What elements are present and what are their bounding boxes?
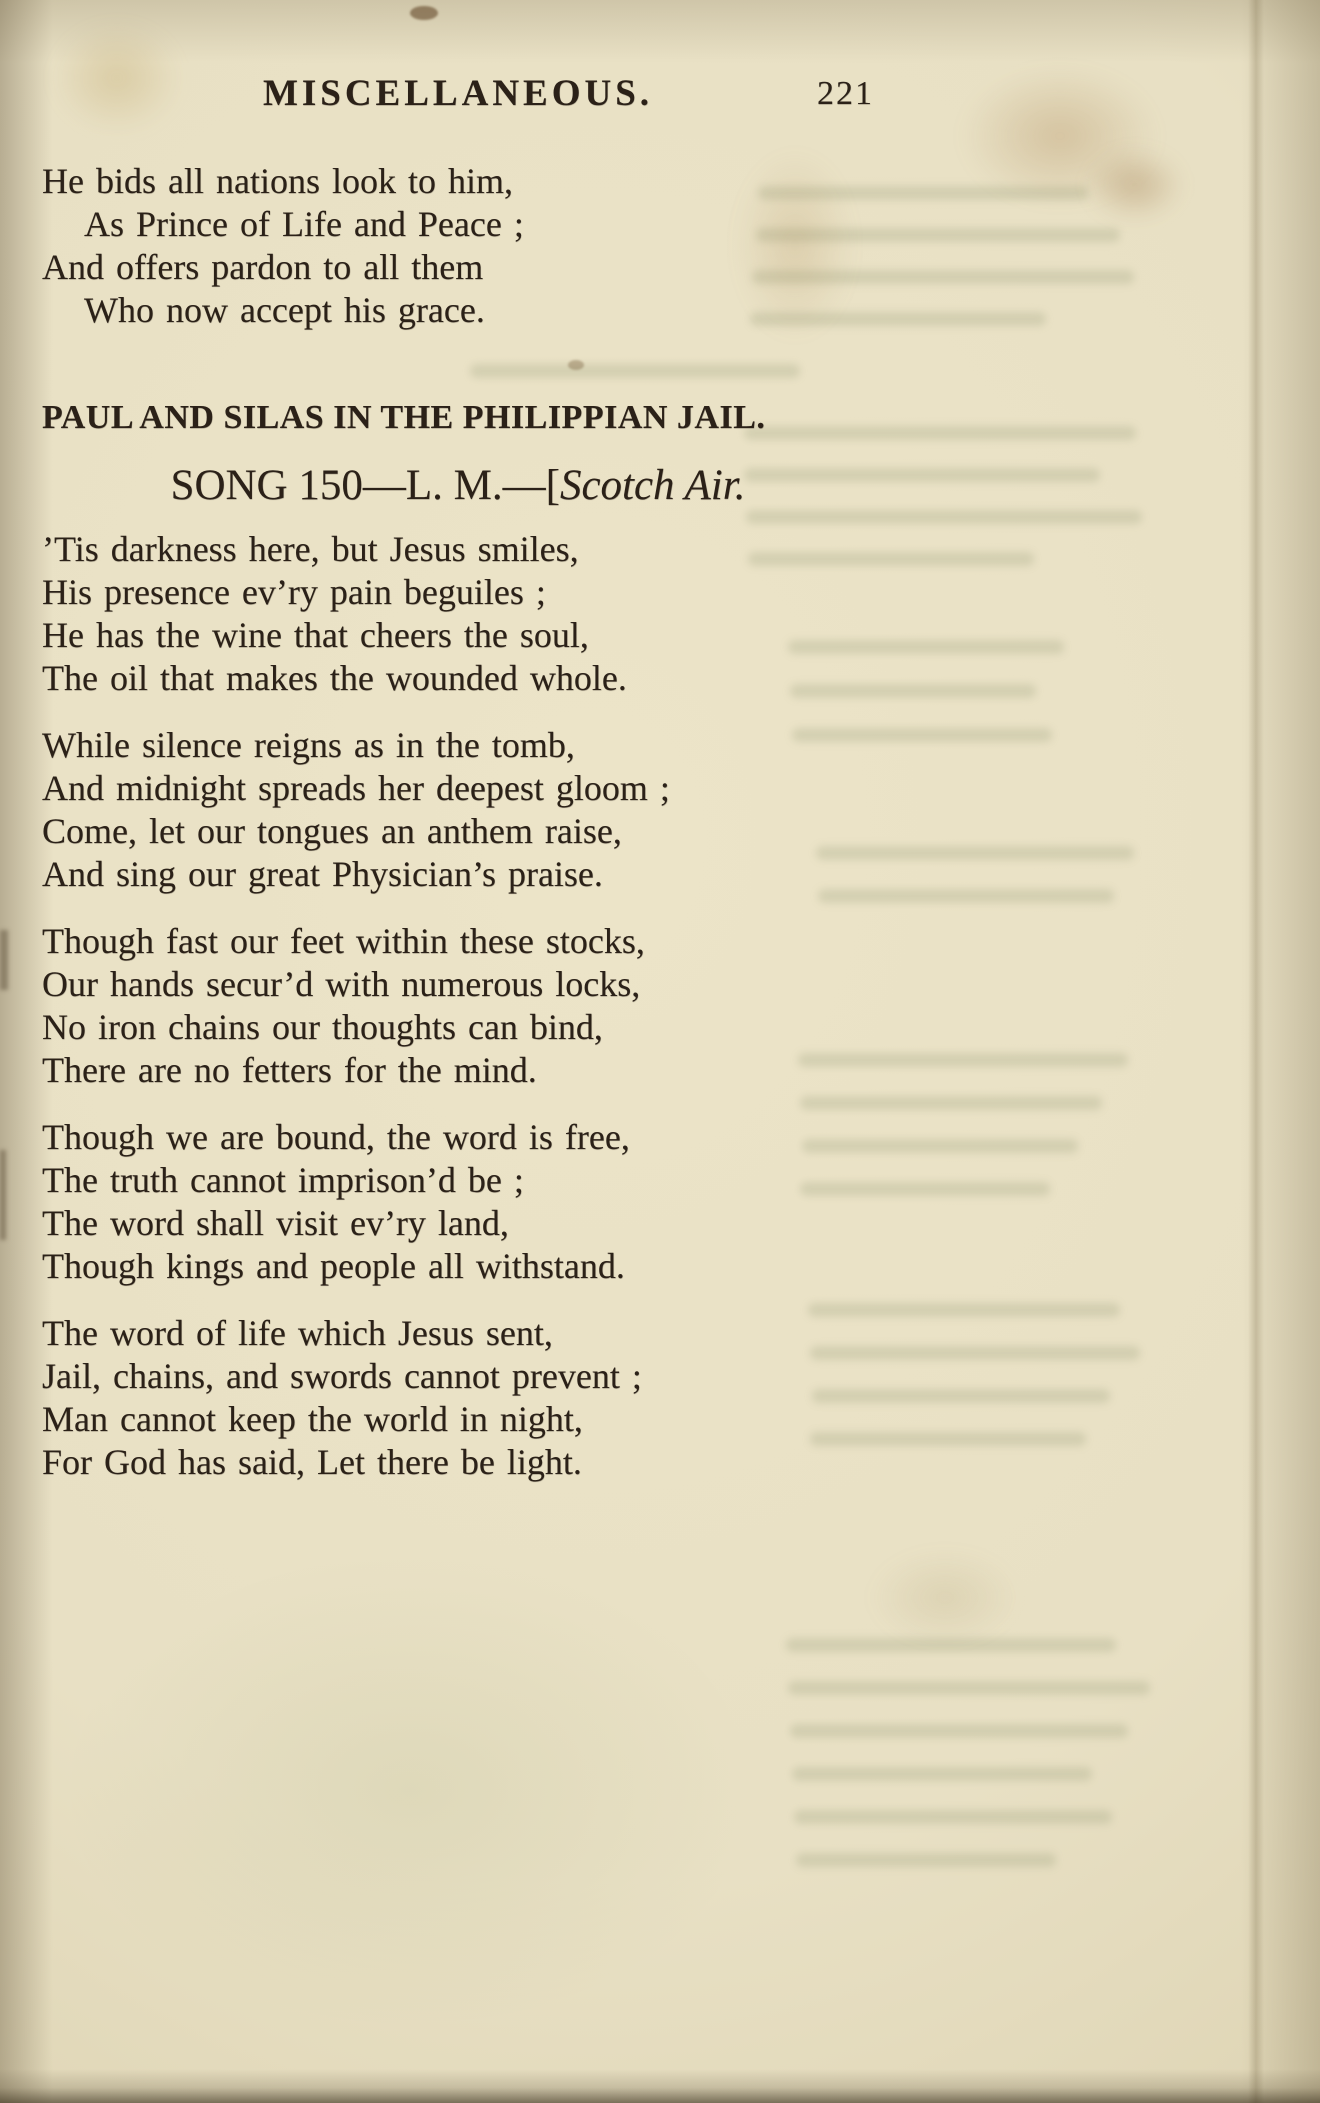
poem-line: Though we are bound, the word is free, [42, 1117, 630, 1157]
poem-line: His presence ev’ry pain beguiles ; [42, 572, 546, 612]
stanza [42, 1312, 874, 1484]
bleed-through-line [792, 1767, 1092, 1781]
poem-line: No iron chains our thoughts can bind, [42, 1007, 603, 1047]
bleed-through-line [788, 1681, 1150, 1695]
poem-line: Though fast our feet within these stocks, [42, 921, 645, 961]
poem-line: Though kings and people all withstand. [42, 1246, 625, 1286]
edge-mark [0, 930, 8, 990]
poem-line: Our hands secur’d with numerous locks, [42, 964, 641, 1004]
poem-line: The truth cannot imprison’d be ; [42, 1160, 524, 1200]
poem-line: As Prince of Life and Peace ; [84, 204, 524, 244]
poem-line: He has the wine that cheers the soul, [42, 615, 589, 655]
page-crease [1248, 0, 1264, 2103]
paper-stain [960, 66, 1160, 206]
poem-line: The word shall visit ev’ry land, [42, 1203, 509, 1243]
running-title: MISCELLANEOUS. [262, 73, 654, 114]
stanza [42, 920, 874, 1092]
bleed-through-line [796, 1853, 1056, 1867]
page-edge-shadow [0, 2069, 1320, 2103]
paper-stain [870, 1550, 1020, 1645]
song-title [42, 458, 874, 514]
poem-line: For God has said, Let there be light. [42, 1442, 582, 1482]
poem-line: He bids all nations look to him, [42, 161, 513, 201]
stanza [42, 528, 874, 700]
edge-mark [0, 1150, 6, 1240]
paper-tint [60, 1550, 760, 2030]
stanza [42, 1116, 874, 1288]
poem-line: While silence reigns as in the tomb, [42, 725, 575, 765]
song-title-air: Scotch Air. [559, 462, 746, 509]
stanzas [42, 528, 874, 1484]
poem-line: Man cannot keep the world in night, [42, 1399, 583, 1439]
poem-line: There are no fetters for the mind. [42, 1050, 537, 1090]
bleed-through-line [794, 1810, 1112, 1824]
poem-line: Who now accept his grace. [84, 290, 485, 330]
paper-speck [410, 6, 438, 20]
page-header [42, 72, 874, 120]
poem-line: Jail, chains, and swords cannot prevent ; [42, 1356, 642, 1396]
poem-line: Come, let our tongues an anthem raise, [42, 811, 622, 851]
stanza [42, 724, 874, 896]
bleed-through-line [786, 1638, 1116, 1652]
poem-line: ’Tis darkness here, but Jesus smiles, [42, 529, 579, 569]
poem-line: And midnight spreads her deepest gloom ; [42, 768, 670, 808]
poem-line: And offers pardon to all them [42, 247, 484, 287]
song-heading: PAUL AND SILAS IN THE PHILIPPIAN JAIL. [42, 399, 766, 436]
bleed-through-line [790, 1724, 1128, 1738]
page-number: 221 [817, 75, 874, 112]
printed-content [42, 72, 874, 1508]
paper-stain [1085, 148, 1185, 222]
poem-line: The word of life which Jesus sent, [42, 1313, 553, 1353]
intro-stanza [42, 160, 874, 332]
poem-line: The oil that makes the wounded whole. [42, 658, 627, 698]
poem-line: And sing our great Physician’s praise. [42, 854, 603, 894]
song-title-prefix: SONG 150—L. M.—[ [170, 462, 560, 509]
